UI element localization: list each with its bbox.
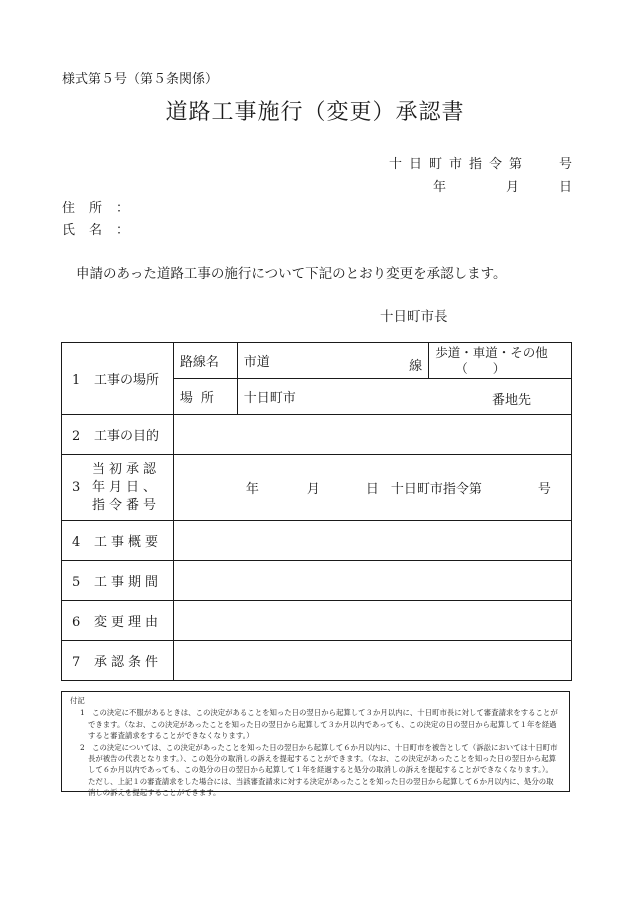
row-label-overview: 4 工事概要 (62, 521, 174, 561)
approval-details-table (61, 342, 572, 681)
period-value (173, 561, 571, 601)
table-row (62, 561, 572, 601)
change-reason-value (173, 601, 571, 641)
row-label-location (62, 343, 174, 415)
notes-title: 付記 (70, 696, 85, 705)
table-row (62, 415, 572, 455)
date-day: 日 (558, 180, 572, 195)
table-row (62, 641, 572, 681)
notes-item: 2 この決定については、この決定があったことを知った日の翌日から起算して６か月以内に、十日町市を被告として（訴訟においては十日町市長が被告の代表となります。）、この処分の取消しの訴えを提起することができます。（なお、この決定があったことを知った日の翌日から起算して６か月以内であっても、この処分の日の翌日から起算して１年を経過すると処分の取消しの訴えを提起することができなくなります。）。ただし、上記１の審査請求をした場合には、当該審査請求に対する決定があったことを知った日の翌日から起算して６か月以内に、処分の取消しの訴えを提起することができます。 (80, 742, 558, 798)
row-label: 工事の場所 (94, 373, 160, 388)
name-line (62, 219, 129, 238)
place-prefix: 十日町市 (243, 391, 296, 406)
reference-suffix: 号 (558, 157, 572, 172)
row-label-period: 5 工事期間 (62, 561, 174, 601)
reference-label: 十日町市指令第 (388, 157, 529, 172)
place-value (237, 379, 571, 415)
document-title: 道路工事施行（変更）承認書 (165, 100, 465, 125)
place-label: 場所 (173, 379, 237, 415)
name-colon: ： (116, 223, 130, 238)
row-number: 1 (72, 373, 81, 388)
road-type-paren: （ ） (455, 360, 506, 376)
row-label-conditions: 7 承認条件 (62, 641, 174, 681)
address-label: 住所 (62, 201, 117, 216)
row-label-original-approval: 3 当初承認 年月日、 指令番号 (62, 455, 174, 521)
date-year: 年 (432, 180, 446, 195)
form-number: 様式第５号（第５条関係） (62, 72, 219, 87)
purpose-value (173, 415, 571, 455)
place-suffix: 番地先 (491, 393, 531, 408)
original-approval-value: 年 月 日 十日町市指令第 号 (173, 455, 571, 521)
issue-date-line (433, 176, 572, 195)
approval-statement: 申請のあった道路工事の施行について下記のとおり変更を承認します。 (76, 266, 507, 282)
route-prefix: 市道 (243, 355, 270, 370)
route-name-value (237, 343, 428, 379)
reference-number-line (389, 153, 572, 172)
conditions-value (173, 641, 571, 681)
table-row (62, 601, 572, 641)
address-colon: ： (116, 201, 130, 216)
row-label-purpose: 2 工事の目的 (62, 415, 174, 455)
issuer-name: 十日町市長 (380, 309, 448, 325)
row-label-change-reason: 6 変更理由 (62, 601, 174, 641)
overview-value (173, 521, 571, 561)
table-row (62, 521, 572, 561)
appeal-notes (61, 691, 570, 798)
route-name-label: 路線名 (173, 343, 237, 379)
name-label: 氏名 (62, 223, 117, 238)
route-suffix: 線 (409, 359, 423, 374)
road-type-options (429, 343, 572, 379)
table-row (62, 343, 572, 379)
date-month: 月 (505, 180, 519, 195)
table-row (62, 455, 572, 521)
road-type-text: 歩道・車道・その他 (435, 344, 548, 360)
address-line (62, 197, 129, 216)
notes-item: 1 この決定に不服があるときは、この決定があることを知った日の翌日から起算して３か月以内に、十日町市長に対して審査請求をすることができます。（なお、この決定があったことを知った日の翌日から起算して３か月以内であっても、この決定の日の翌日から起算して１年を経過すると審査請求をすることができなくなります。） (80, 708, 558, 741)
